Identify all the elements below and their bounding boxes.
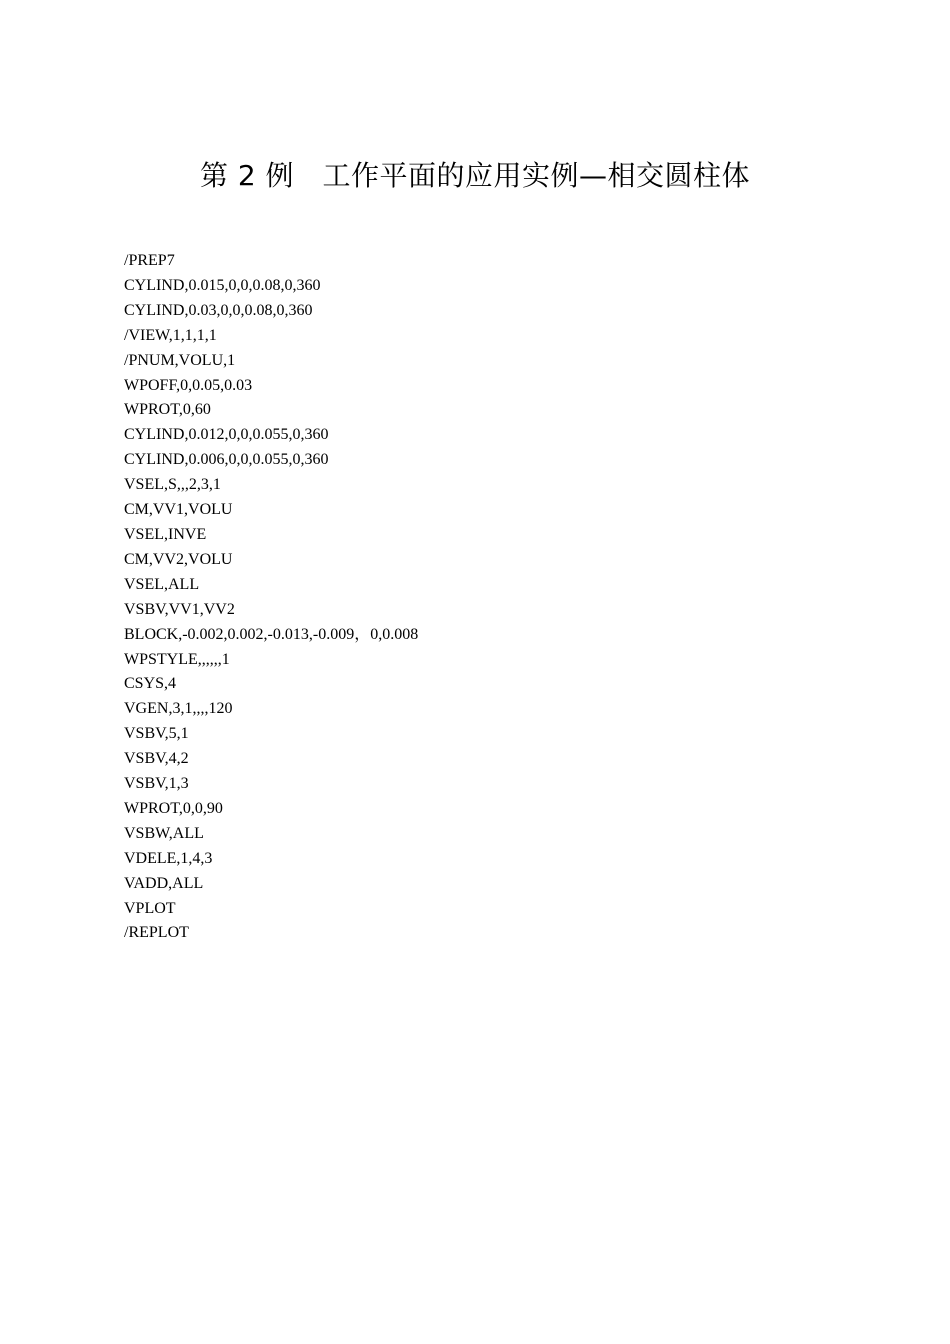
command-line: CM,VV1,VOLU: [124, 501, 233, 519]
command-line: VSEL,S,,,2,3,1: [124, 476, 221, 494]
command-line: CYLIND,0.015,0,0,0.08,0,360: [124, 276, 321, 294]
command-line: VADD,ALL: [124, 874, 204, 892]
command-line: VDELE,1,4,3: [124, 849, 213, 867]
command-line: /PNUM,VOLU,1: [124, 351, 236, 369]
command-line: WPSTYLE,,,,,,1: [124, 650, 230, 668]
command-line: VSBW,ALL: [124, 824, 204, 842]
command-line: VSBV,1,3: [124, 775, 189, 793]
command-line: VGEN,3,1,,,,120: [124, 700, 233, 718]
command-line: CYLIND,0.012,0,0,0.055,0,360: [124, 426, 329, 444]
command-line: VSBV,4,2: [124, 750, 189, 768]
command-line: CSYS,4: [124, 675, 177, 693]
command-line: CYLIND,0.006,0,0,0.055,0,360: [124, 451, 329, 469]
command-line: CYLIND,0.03,0,0,0.08,0,360: [124, 301, 313, 319]
command-line: VSEL,ALL: [124, 575, 200, 593]
command-line: WPROT,0,0,90: [124, 799, 223, 817]
command-line: VSBV,5,1: [124, 725, 189, 743]
command-line: /REPLOT: [124, 924, 189, 942]
command-line: VPLOT: [124, 899, 176, 917]
command-line: VSBV,VV1,VV2: [124, 600, 235, 618]
command-line: BLOCK,-0.002,0.002,-0.013,-0.009，0,0.008: [124, 625, 419, 643]
command-line: /PREP7: [124, 252, 175, 269]
command-line: CM,VV2,VOLU: [124, 550, 233, 568]
command-line: WPOFF,0,0.05,0.03: [124, 376, 253, 394]
command-line: /VIEW,1,1,1,1: [124, 326, 217, 344]
command-listing: [124, 249, 824, 946]
command-line: WPROT,0,60: [124, 401, 211, 419]
document-title: 第 2 例 工作平面的应用实例—相交圆柱体: [199, 159, 751, 192]
command-line: VSEL,INVE: [124, 525, 207, 543]
